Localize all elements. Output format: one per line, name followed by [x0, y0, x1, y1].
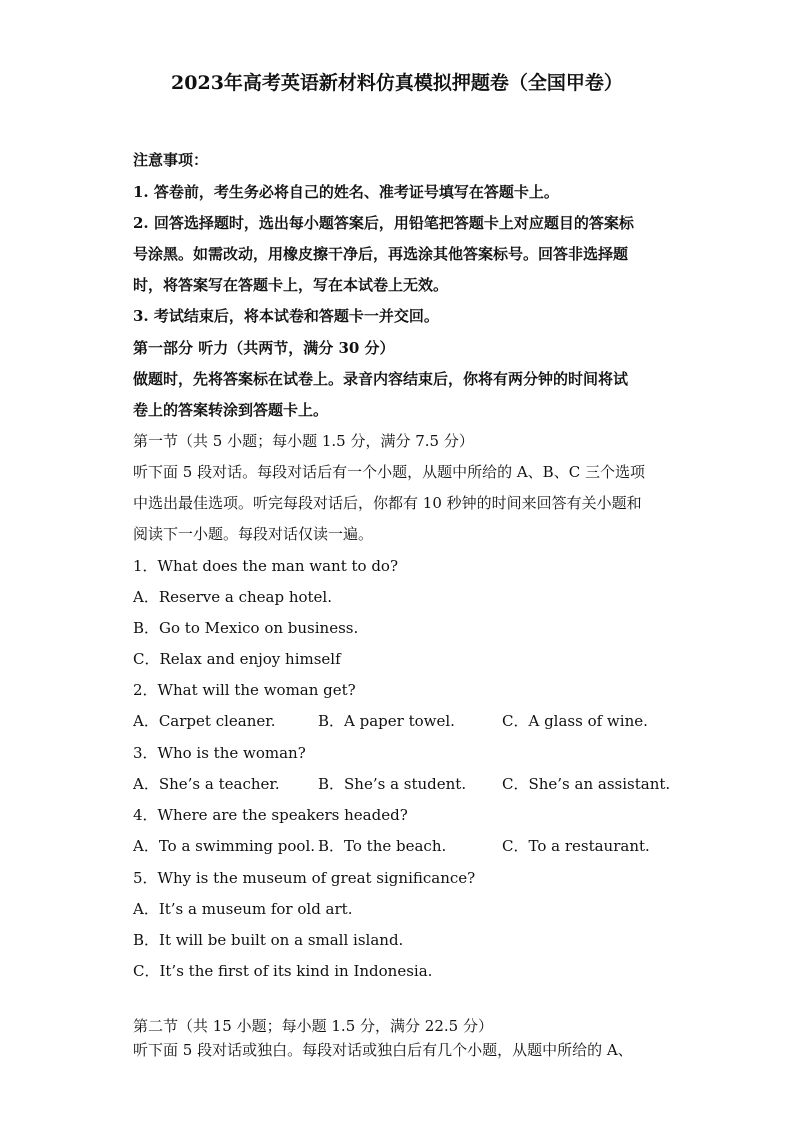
question-2-option-c: C．A glass of wine. — [502, 712, 648, 730]
question-1-option-c: C．Relax and enjoy himself — [133, 650, 341, 668]
part1-instruction-line-1: 做题时，先将答案标在试卷上。录音内容结束后，你将有两分钟的时间将试 — [133, 370, 629, 388]
question-5-option-a: A．It’s a museum for old art. — [133, 900, 353, 918]
notice-item-2-line-1: 2. 回答选择题时，选出每小题答案后，用铅笔把答题卡上对应题目的答案标 — [133, 214, 634, 232]
question-2-option-a: A．Carpet cleaner. — [133, 712, 276, 730]
question-5-option-c: C．It’s the first of its kind in Indonesia. — [133, 962, 433, 980]
question-2-stem: 2．What will the woman get? — [133, 681, 356, 699]
question-4-option-a: A．To a swimming pool. — [133, 837, 316, 855]
question-1-option-b: B．Go to Mexico on business. — [133, 619, 359, 637]
notice-heading: 注意事项： — [133, 151, 209, 169]
section1-heading: 第一节（共 5 小题；每小题 1.5 分，满分 7.5 分） — [133, 432, 474, 450]
question-3-stem: 3．Who is the woman? — [133, 744, 306, 762]
question-4-stem: 4．Where are the speakers headed? — [133, 806, 408, 824]
question-3-option-a: A．She’s a teacher. — [133, 775, 280, 793]
question-3-option-c: C．She’s an assistant. — [502, 775, 671, 793]
question-5-stem: 5．Why is the museum of great significance? — [133, 869, 476, 887]
question-4-option-b: B．To the beach. — [318, 837, 447, 855]
notice-item-1: 1. 答卷前，考生务必将自己的姓名、准考证号填写在答题卡上。 — [133, 183, 559, 201]
part1-instruction-line-2: 卷上的答案转涂到答题卡上。 — [133, 401, 329, 419]
notice-item-2-line-3: 时，将答案写在答题卡上，写在本试卷上无效。 — [133, 276, 449, 294]
section2-instruction-line-1: 听下面 5 段对话或独白。每段对话或独白后有几个小题，从题中所给的 A、 — [133, 1041, 633, 1059]
section1-instruction-line-2: 中选出最佳选项。听完每段对话后，你都有 10 秒钟的时间来回答有关小题和 — [133, 494, 642, 512]
section1-instruction-line-3: 阅读下一小题。每段对话仅读一遍。 — [133, 525, 374, 543]
question-3-option-b: B．She’s a student. — [318, 775, 467, 793]
question-1-option-a: A．Reserve a cheap hotel. — [133, 588, 332, 606]
section2-heading: 第二节（共 15 小题；每小题 1.5 分，满分 22.5 分） — [133, 1017, 493, 1035]
page-title: 2023年高考英语新材料仿真模拟押题卷（全国甲卷） — [171, 72, 623, 94]
question-4-option-c: C．To a restaurant. — [502, 837, 650, 855]
section1-instruction-line-1: 听下面 5 段对话。每段对话后有一个小题，从题中所给的 A、B、C 三个选项 — [133, 463, 645, 481]
question-2-option-b: B．A paper towel. — [318, 712, 455, 730]
part1-heading: 第一部分 听力（共两节，满分 30 分） — [133, 339, 395, 357]
question-1-stem: 1．What does the man want to do? — [133, 557, 399, 575]
notice-item-2-line-2: 号涂黑。如需改动，用橡皮擦干净后，再选涂其他答案标号。回答非选择题 — [133, 245, 629, 263]
notice-item-3: 3. 考试结束后，将本试卷和答题卡一并交回。 — [133, 307, 439, 325]
question-5-option-b: B．It will be built on a small island. — [133, 931, 404, 949]
